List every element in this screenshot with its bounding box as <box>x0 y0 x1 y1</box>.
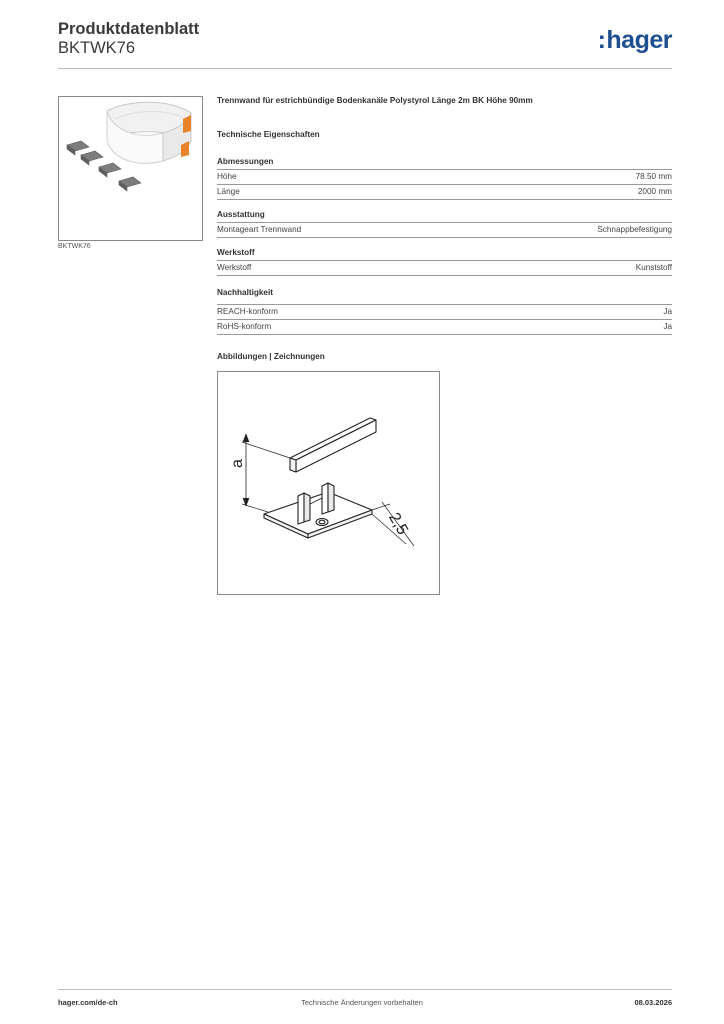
row-label: REACH-konform <box>217 307 278 316</box>
row-label: Werkstoff <box>217 263 252 272</box>
technical-properties-heading: Technische Eigenschaften <box>217 130 320 139</box>
row-label: Montageart Trennwand <box>217 225 302 234</box>
section-material <box>217 246 672 276</box>
product-title: Trennwand für estrichbündige Bodenkanäle Polystyrol Länge 2m BK Höhe 90mm <box>217 96 533 105</box>
row-value: Ja <box>663 322 672 331</box>
row-value: 2000 mm <box>637 187 672 196</box>
dimension-a-label: a <box>229 459 246 468</box>
product-code-heading: BKTWK76 <box>58 39 136 57</box>
page-title: Produktdatenblatt <box>58 20 200 38</box>
section-sustainability <box>217 286 672 335</box>
product-image <box>58 96 203 241</box>
section-equipment <box>217 208 672 238</box>
row-label: Länge <box>217 187 240 196</box>
row-label: RoHS-konform <box>217 322 272 331</box>
section-dimensions <box>217 155 672 200</box>
table-row <box>217 223 672 238</box>
footer-website: hager.com/de-ch <box>58 998 118 1007</box>
table-row <box>217 185 672 200</box>
section-title: Werkstoff <box>217 246 672 261</box>
product-image-caption: BKTWK76 <box>58 243 91 250</box>
row-value: Schnappbefestigung <box>597 225 672 234</box>
row-value: 78.50 mm <box>635 172 672 181</box>
hager-logo <box>598 26 672 55</box>
logo-text: hager <box>606 26 672 54</box>
table-row <box>217 320 672 335</box>
logo-colon-icon: : <box>597 26 606 54</box>
table-row <box>217 305 672 320</box>
section-title: Nachhaltigkeit <box>217 286 672 305</box>
header-divider <box>58 68 672 69</box>
row-value: Ja <box>663 307 672 316</box>
section-title: Ausstattung <box>217 208 672 223</box>
table-row <box>217 261 672 276</box>
technical-drawing <box>217 371 440 595</box>
footer-notice: Technische Änderungen vorbehalten <box>301 998 423 1007</box>
table-row <box>217 170 672 185</box>
figures-heading: Abbildungen | Zeichnungen <box>217 352 325 361</box>
product-photo-icon <box>59 97 202 240</box>
row-label: Höhe <box>217 172 237 181</box>
divider-clip-drawing-icon <box>218 372 439 594</box>
dimension-2-5-label: 2,5 <box>385 510 411 538</box>
footer-date: 08.03.2026 <box>634 998 672 1007</box>
row-value: Kunststoff <box>635 263 672 272</box>
section-title: Abmessungen <box>217 155 672 170</box>
footer-divider <box>58 989 672 990</box>
